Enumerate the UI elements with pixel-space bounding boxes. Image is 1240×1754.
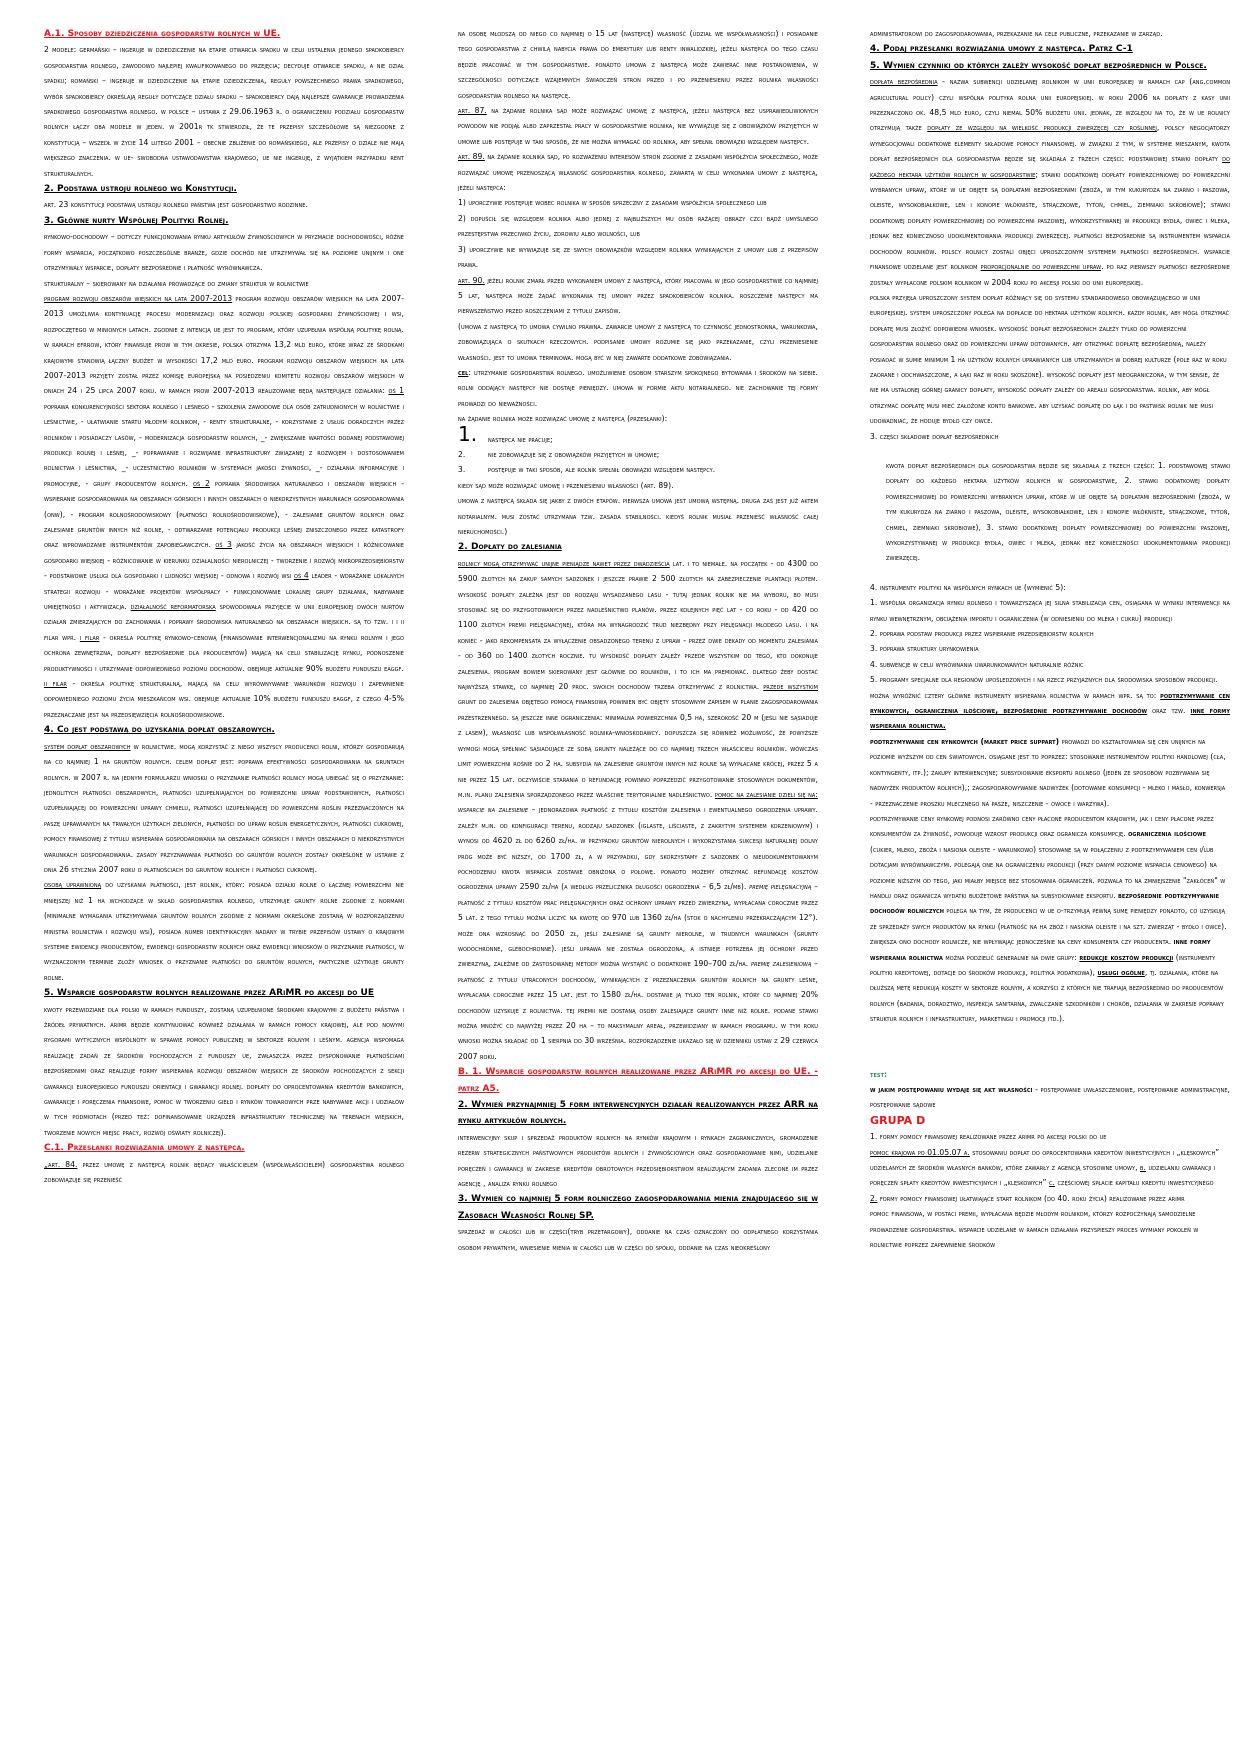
wpr-links: podtrzymywanie cen rynkowych, ograniczenia ilościowe, bezpośrednie podtrzymywanie dochodów bbox=[870, 690, 1231, 716]
wsparcie-label: wsparcie na zalesienie bbox=[458, 805, 529, 815]
art89-item: 1) uporczywie postępuje wobec rolnika w sposób sprzeczny z zasadami współżycia społecznego lub bbox=[458, 198, 767, 208]
ogr-body: (cukier, mleko, zboża i nasiona oleiste - warunkowo) stosowane są w połączeniu z podtrzymywaniem cen i/lub dotacjami wyrównawczymi. polegają one na ograniczeniu produkcji (przy danym poziomie wsparcia cenowego) na poziomie niższym od tego, jaki miałby miejsce bez stosowania ograniczeń. pozwala to na zmniejszenie "zakłóceń" w handlu oraz ogranicza wydatki budżetowe państwa na subsydiowanie eksportu. bbox=[870, 844, 1226, 900]
instr-item: 3. poprawa struktury urynkowienia bbox=[870, 644, 979, 654]
heading-czesci: 3. części składowe dopłat bezpośrednich bbox=[870, 431, 999, 441]
paragraph-gd2: pomoc finansowa, w postaci premii, wypłacana będzie młodym rolnikom, którzy rozpoczynają samodzielne prowadzenie gospodarstwa. wsparcie udzielane w ramach działania przyspieszy proces wymiany pokoleń w rolnictwie poprzez zapewnienie środków bbox=[870, 1209, 1199, 1250]
proporcj-link: proporcjonalnie do powierzchni upraw bbox=[980, 262, 1102, 272]
paragraph-b2: interwencyjny skup i sprzedaż produktów rolnych na rynków krajowym i rynkach zagranicznych, gromadzenie rezerw strategicznych państwowych produktów rolnych i żywnościowych oraz gospodarowanie nimi, udzielanie poręczeń i gwarancji w zakresie kredytów obrotowych przedsiębiorstwom realizującym zadania zlecone im przez agencję , analiza rynku rolnego bbox=[458, 1132, 818, 1189]
inne-body: można podzielić generalnie na dwie grupy: bbox=[945, 952, 1077, 962]
paragraph-s4 bbox=[44, 739, 404, 878]
premie-z-label: premię zalesieniową bbox=[751, 959, 812, 969]
filar1-label: i filar bbox=[79, 632, 100, 642]
pomoc-label: pomoc na zalesianie dzieli się na: bbox=[714, 789, 818, 799]
paragraph-ceny bbox=[870, 734, 1230, 811]
gd1-body3: częściowej spłacie kapitału kredytu inwestycyjnego bbox=[1057, 1178, 1214, 1188]
filar2-body: - określa politykę strukturalną, mającą na celu wyrównywanie warunków rozwoju i zapewnienie odpowiedniego poziomu życia mieszkańcom wsi. obejmuje aktualnie 10% budżetu funduszu eaggf, z czego 4-5% przeznaczane jest na przedsięwzięcia rolnośrodowiskowe. bbox=[44, 679, 404, 719]
wpr-text: można wyróżnić cztery główne instrumenty wspierania rolnictwa w ramach wpr. są to: bbox=[870, 690, 1157, 700]
premie-z-body: – płatność z tytułu utraconych dochodów, wynikających z przeznaczenia gruntów rolnych na grunty leśne, wypłacana corocznie przez 15 lat. jest to 1580 zł/ha. dostanie ją tylko ten rolnik, który co najmniej 20% dochodów uzyskuje z rolnictwa. tej premii nie dostaną osoby zalesiające grunty inne niż rolne. podane stawki można mnożyć co najwyżej przez 20 ha – to maksymalny areał, przewidziany w ramach programu. w tym roku wnioski można składać od 1 sierpnia do 30 września. rozporządzenie ukazało się w dzienniku ustaw z 29 czerwca 2007 roku. bbox=[458, 959, 819, 1061]
paragraph-s3-2: strukturalny – skierowany na działania prowadzące do zmiany struktur w rolnictwie bbox=[44, 278, 309, 288]
paragraph-c3-0: administratorowi do zagospodarowania, przekazanie na cele publiczne, przekazanie w zarząd. bbox=[870, 29, 1163, 38]
d2-body: lat. i to niemałe. na początek - od 4300 do 5900 złotych na zakup samych sadzonek i jeszcze prawie 2 500 złotych na zabezpieczenie plantacji płotem. wysokość dopłaty zależna jest od rodzaju wysadzanego lasu - tutaj jednak rolnik nie ma wyboru, bo musi stosować się do przygotowanych przez nadleśnictwo planów. przez kolejnych pięć lat - co roku - od 420 do 1100 złotych premii pielęgnacyjnej, która ma wynagrodzić trud niezbędny przy pielęgnacji młodego lasu. i na koniec - jako rekompensata za wyłączenie obsadzonego terenu z upraw - przez dwie dekady od momentu zalesiania - od 360 do 1400 złotych rocznie. tu wysokość dopłaty zależy przede wszystkim od tego, kto dokonuje zalesienia. program bowiem skierowany jest głównie do rolników, i to ich ma premiować. dlatego żeby dostać najwyższą stawkę, co najmniej 20 proc. swoich dochodów trzeba otrzymywać z rolnictwa. bbox=[458, 558, 818, 692]
instr-item: 5. programy specjalne dla regionów upośledzonych i na rzecz przyjaznych dla środowiska sposobów produkcji. bbox=[870, 675, 1218, 685]
cel-body: : utrzymanie gospodarstwa rolnego. umożliwienie osobom starszym spokojnego bytowania i środków na siebie. rolni oddający następcy nie dostaje pieniędzy. umowa w formie aktu notarialnego. nie zachowanie tej formy prowadzi do nieważności. bbox=[458, 367, 818, 408]
paragraph-test bbox=[870, 1082, 1230, 1113]
przeslanka-number: 1. bbox=[458, 421, 478, 446]
test-question: w jakim postępowaniu wydaje się akt własności bbox=[870, 1085, 1033, 1094]
heading-c1: C.1. Przesłanki rozwiązania umowy z następcą. bbox=[44, 1143, 245, 1154]
paragraph-d2 bbox=[458, 556, 818, 1064]
os4-label: oś 4 bbox=[293, 571, 309, 581]
os2-label: oś 2 bbox=[192, 478, 211, 488]
s4-link: system dopłat obszarowych bbox=[44, 741, 131, 751]
paragraph-kiedy: kiedy sąd może rozwiązać umowę i przeniesieniu własności (art. 89). bbox=[458, 480, 674, 490]
przeslanka-item bbox=[458, 421, 818, 447]
heading-instr: 4. instrumenty polityki na wspólnych rynkach ue (wymienić 5): bbox=[870, 582, 1066, 592]
wpr-inne: inne formy wspierania rolnictwa. bbox=[870, 706, 1231, 731]
gd1-c: c. bbox=[1048, 1178, 1055, 1188]
paragraph-kwota: kwota dopłat bezpośrednich dla gospodarstwa będzie się składała z trzech części: 1. podstawowej stawki dopłaty do każdego hektara użytków rolnych w gospodarstwie, 2. stawki dodatkowej dopłaty powierzchniowej do powierzchni wybranych upraw, które w ue objęte są dopłatami bezpośrednimi (zboża, w tym kukurydza na ziarno i paszowa, oleiste, wysokobiałkowe, len i konopie włókniste, strączkowe, tytoń, chmiel, ziemniaki skrobiowe), 3. stawki dodatkowej dopłaty powierzchniowej do powierzchni paszowej, wykorzystywanej w produkcji bydła, owiec i mleka, jednak bez konieczności udokumentowania produkcji zwierzęcej. bbox=[886, 460, 1230, 563]
gd1-b: b. bbox=[1140, 1163, 1146, 1173]
column-2 bbox=[458, 26, 818, 1255]
redukcje-body: (instrumenty polityki kredytowej, dotacje do środków produkcji, polityka podatkowa), bbox=[870, 952, 1216, 977]
filar1-body: - określa politykę rynkowo-cenową (finansowanie interwencjonalizmu na rynku rolnym i jego ochrona zewnętrzna, dopłaty bezpośrednie dla producentów) mającą na celu stabilizację rynku, podnoszenie produktywności i utrzymanie odpowiedniego poziomu dochodów. obejmuje aktualnie 90% budżetu funduszu eaggf. bbox=[44, 632, 405, 673]
heading-b2: 2. Wymień przynajmniej 5 form interwencyjnych działań realizowanych przez ARR na rynku artykułów rolnych. bbox=[458, 1100, 818, 1127]
przede-body: grunt do zalesienia objętego pomocą finansową powinien być objęty stosownym zapisem w planie zagospodarowania przestrzennego. są jeszcze inne ograniczenia: minimalna powierzchnia 0,5 ha, szerokość 20 m (jeśli nie sąsiaduje z lasem), własność lub współwłasność rolnika-wnioskodawcy. dopuszcza się również możliwość, że powyższe wymogi mogą spełniać sąsiadujące ze sobą grunty należące do co najmniej trzech właścicieli rolników. wówczas limit powierzchni rośnie do 2 ha. subsydia na zalesienie gruntów innych niż rolne są wypłacane krócej, przez 5 a nie przez 15 lat. oczywiście starania o refundację powinno poprzedzić przygotowanie stosownych dokumentów, m.in. planu zalesienia sporządzonego przez właściwe terytorialnie nadleśnictwo. bbox=[458, 697, 818, 799]
heading-b3: 3. Wymień co najmniej 5 form rolniczego zagospodarowania mienia znajdującego się w Zasobach Własności Rolnej SP. bbox=[458, 1194, 818, 1221]
doplata-body3: ; stawki dodatkowej dopłaty powierzchniowej do powierzchni wybranych upraw, które w ue objęte są dopłatami bezpośrednimi (zboża, w tym kukurydza na ziarno i paszowa, oleiste, wysokobiałkowe, len i konopie włókniste, strączkowe, tytoń, chmiel, ziemniaki skrobiowe); stawki dodatkowej dopłaty powierzchniowej do powierzchni paszowej, wykorzystywanej w produkcji bydła, owiec i mleka, jednak bez koniecznoso udokumentowania produkcji zwierzęcej. płatności bezpośrednie są instrumentem wsparcia dochodów rolników. polscy rolnicy zostali objęci uproszczonym systemem płatności bezpośrednich. wsparcie finansowe udzielane jest rolnikom bbox=[870, 169, 1230, 272]
art84-body: przez umowę z następcą rolnik będący właścicielem (współwłaścicielem) gospodarstwa rolnego zobowiązuje się przenieść bbox=[44, 1159, 404, 1185]
paragraph-art90 bbox=[458, 273, 818, 319]
paragraph-b3: sprzedaż w całości lub w części(tryb przetargowy), oddanie na czas oznaczony do odpłatnego korzystania osobom prywatnym, wniesienie mienia w całości lub w części do spółki, oddanie na czas nieokreślony bbox=[458, 1227, 818, 1252]
premie-p-label: premię pielęgnacyjną bbox=[749, 882, 812, 892]
os3-body: jakość życia na obszarach wiejskich i różnicowanie gospodarki wiejskiej - różnicowanie w kierunku działalności nierolniczej - tworzenie i rozwój mikroprzedsiębiorstw - podstawowe usługi dla gospodarki i ludności wiejskiej - odnowa i rozwój wsi bbox=[44, 540, 404, 581]
gd1-link: pomoc krajowa po 01.05.07 a. bbox=[870, 1147, 970, 1157]
przeslanka-text: nie zobowiązuje się z obowiązków przyjętych w umowie; bbox=[488, 449, 660, 459]
art89-item: 2) dopuścił się względem rolnika albo jednej z najbliższych mu osób rażącej obrazy czci bądź umyślnego przestępstwa przeciwko życiu, zdrowiu albo wolności, lub bbox=[458, 213, 818, 239]
test-label: test: bbox=[870, 1069, 888, 1079]
paragraph-c2-1: na osobę młodszą od niego co najmniej o 15 lat (następcę) własność (udział we współwłasności) i posiadanie tego gospodarstwa z chwilą nabycia prawa do emerytury lub renty inwalidzkiej, jeżeli następca do tego czasu będzie pracować w tym gospodarstwie. ponadto umowa z następcą może zawierać inne postanowienia, w szczególności dotyczące wzajemnych świadczeń stron przed i po przeniesieniu przez rolnika własności gospodarstwa rolnego na następcę. bbox=[458, 29, 818, 100]
instr-item: 4. subwencje w celu wyrównania uwarunkowanych naturalnie różnic bbox=[870, 659, 1084, 669]
heading-s3: 3. Główne nurty Wspólnej Polityki Rolnej. bbox=[44, 215, 229, 226]
wpr-oraz: oraz tzw. bbox=[1152, 706, 1186, 716]
ceny-body: prowadzi do kształtowania się cen unijnych na poziomie wyższym od cen światowych. osiągane jest to poprzez: stosowanie instrumentów polityki handlowej (cła, kontyngenty, itp.); zakupy interwencyjne; subsydiowanie eksportu rolnego (jeden ze sposobów pozbywania się nadwyżek produktów rolnych),; zagospodarowywanie nadwyżek (dotowanie konsumpcji - mleko i masło, konwersja - przeznaczenie proszku mlecznego na pasze, niszczenie - owoce i warzywa). bbox=[870, 736, 1226, 808]
wsparcie-body: – jednorazowa płatność z tytułu kosztów zalesienia i ewentualnego ogrodzenia uprawy. zależy m.in. od konfiguracji terenu, rodzaju sadzonek (iglaste, liściaste, z zakrytym systemem korzeniowym) i wynosi od 4620 zł do 6260 zł/ha. w przypadku gruntów nierolnych i wykorzystania sukcesji naturalnej dolny próg może być niższy, od 1700 zł, a w przypadku, gdy skorzystamy z sadzonek o nieudokumentowanym pochodzeniu kwota wsparcia zostanie obniżona o połowę. ponadto możemy otrzymać refundację kosztów ogrodzenia uprawy 2590 zł/ha (a według przelicznika długości ogrodzenia – 6,5 zł/mb). bbox=[458, 805, 819, 892]
heading-b1: B. 1. Wsparcie gospodarstw rolnych realizowane przez ARiMR po akcesji do UE. - patrz A5. bbox=[458, 1067, 818, 1094]
os4-body: leader - wdrażanie lokalnych strategii rozwoju - wdrażanie projektów współpracy - funkcjonowanie lokalnej grupy działania, nabywanie umiejętności i aktywizacja. bbox=[44, 571, 404, 612]
paragraph-s2: art. 23 konstytucji podstawą ustroju rolnego państwa jest gospodarstwo rodzinne. bbox=[44, 200, 308, 210]
heading-q4: 4. Podaj przesłanki rozwiązania umowy z następcą. Patrz C-1 bbox=[870, 44, 1133, 55]
paragraph-art87 bbox=[458, 103, 818, 149]
paragraph-doplata bbox=[870, 74, 1230, 290]
os1-body: poprawa konkurencyjności sektora rolnego i leśnego - szkolenia zawodowe dla osób zatrudnionych w rolnictwie i leśnictwie, - ułatwianie startu młodym rolnikom, - renty strukturalne, - korzystanie z usług doradczych przez rolników i posiadaczy lasów, - modernizacja gospodarstw rolnych, _- zwiększanie wartości dodanej podstawowej produkcji rolnej i leśnej, _- poprawianie i rozwijanie infrastruktury związanej z rozwojem i dostosowaniem rolnictwa i leśnictwa, _- uczestnictwo rolników w systemach jakości żywności, _- działania informacyjne i promocyjne, - grupy producentów rolnych. bbox=[44, 401, 404, 488]
art89-label: art. 89. bbox=[458, 152, 485, 162]
inne-label: inne formy wspierania rolnictwa bbox=[870, 937, 1211, 962]
osoba-label: osobą uprawnioną bbox=[44, 880, 102, 890]
ceny-label: podtrzymywanie cen rynkowych (market price suppart) bbox=[870, 736, 1060, 746]
paragraph-etapy: umowa z następcą składa się jakby z dwóch etapów. pierwsza umowa jest umową wstępną. druga zaś jest już aktem notarialnym. musi zostać utrzymana tzw. zasada stabilności. kiedyś rolnik musiał przenieść własność całej nieruchomości.) bbox=[458, 496, 818, 536]
paragraph-prow bbox=[44, 291, 404, 722]
przeslanka-text: postępuje w taki sposób, ale rolnik spełnił obowiązki względem następcy. bbox=[488, 465, 716, 475]
heading-s4: 4. Co jest podstawą do uzyskania dopłat obszarowych. bbox=[44, 725, 275, 736]
gd2-num: 2. bbox=[870, 1193, 878, 1203]
ceny-body2: podtrzymywanie ceny rynkowej podnosi zarówno ceny płacone producentom krajowym, jak i ceny płacone przez konsumentów za żywność, powoduje wzrost produkcji oraz ogranicza konsumpcję. bbox=[870, 813, 1214, 839]
art90-label: art. 90. bbox=[458, 275, 485, 285]
paragraph-ceny2 bbox=[870, 811, 1230, 1027]
uslugi-label: usługi ogólne bbox=[1097, 967, 1145, 977]
hektar-link: do każdego hektara użytków rolnych w gospodarstwie bbox=[870, 154, 1230, 179]
reform-body: spowodowała przyjęcie w unii europejskiej dwóch nurtów działań zmierzających do zachowania i poprawy środowiska naturalnego na obszarach wiejskich. są to tzw. i i ii filar wpr. bbox=[44, 602, 404, 642]
column-1 bbox=[44, 26, 404, 1187]
art89-body: na żądanie rolnika sąd, po rozważeniu interesów stron zgodnie z zasadami współżycia społecznego, może rozwiązać umowę przenoszącą własność gospodarstwa rolnego, zawartą w celu wykonania umowy z następcą, jeżeli następca: bbox=[458, 152, 819, 193]
doplata-body2: , polscy negocjatorzy wynegocjowali dodatkowe elementy składowe pomocy finansowej. w związku z tym, w systemie mieszanym, kwota dopłat bezpośrednich dla gospodarstwa będzie się składała z trzech części: podstawowej stawki dopłaty bbox=[870, 123, 1230, 164]
ogr-label: ograniczenia ilościowe bbox=[1128, 829, 1207, 839]
gd2-title: formy pomocy finansowej ułatwiające start rolnikom (do 40. roku życia) realizowane przez arimr bbox=[879, 1193, 1185, 1203]
art90-body: jeżeli rolnik zmarł przed wykonaniem umowy z następcą, który pracował w jego gospodarstwie co najmniej 5 lat, następca może żądać wykonania tej umowy przez spadkobierców rolnika. roszczenie następcy ma pierwszeństwo przed roszczeniami z tytułu zapisów. bbox=[458, 275, 819, 316]
przeslanka-item bbox=[458, 462, 818, 477]
heading-d2: 2. Dopłaty do zalesiania bbox=[458, 542, 562, 553]
paragraph-s5: kwoty przewidziane dla polski w ramach funduszy, zostaną uzupełnione środkami krajowymi z budżetu państwa i źródeł prywatnych. arimr będzie kontynuować również działania w ramach pomocy krajowej, ale pod nowymi rygorami wytycznych wspólnoty w sprawie pomocy publicznej w sektorze rolnym i leśnym. agencja wspomaga realizację zadań ze środków pochodzących z funduszy ue, zwłaszcza przez dysponowanie płatnościami bezpośrednimi oraz realizuje formy wspierania rozwoju obszarów wiejskich ze środków pochodzących z sekcji gwarancji europejskiego funduszu orientacji i gwarancji rolnej. dopłaty do oprocentowania kredytów bankowych, gwarancje i poręczenia finansowe, pomoc w tworzeniu giełd i rynków towarowych prze nabywanie akcji i udziałów w tych podmiotach (przed też: dofinansowanie urządzeń infrastruktury technicznej na terenach wiejskich, tworzenie nowych miejsc pracy, rozwój oświaty rolniczej). bbox=[44, 1004, 404, 1137]
przede-label: przede wszystkim bbox=[763, 682, 818, 692]
heading-gd2 bbox=[870, 1191, 1230, 1206]
paragraph-przeslanki-intro: na żądanie rolnika może rozwiązać umowę z następcą (przesłanki): bbox=[458, 414, 668, 424]
heading-gd1: 1. formy pomocy finansowej realizowane przez arimr po akcesji polski do ue bbox=[870, 1132, 1107, 1142]
art87-label: art. 87. bbox=[458, 106, 487, 116]
os2-body: poprawa środowiska naturalnego i obszarów wiejskich - wspieranie gospodarowania na obszarach górskich i innych obszarach o niekorzystnych warunkach gospodarowania (onw), - program rolnośrodowiskowy (płatności rolnośrodowiskowe), - zalesianie gruntów rolnych oraz zalesianie gruntów innych niż rolne, - odtwarzanie potencjału produkcji leśnej zniszczonego przez katastrofy oraz wprowadzanie instrumentów zapobiegawczych. bbox=[44, 478, 405, 550]
paragraph-art89 bbox=[458, 149, 818, 195]
grupa-d-label: GRUPA D bbox=[870, 1113, 926, 1127]
doplata-label: dopłata bezpośrednia bbox=[870, 77, 938, 87]
paragraph-a1: 2 modele: germański – ingeruje w dziedziczenie na etapie otwarcia spadku w celu ustalenia jednego spadkobiercy gospodarstwa rolnego, zawodowo najlepiej kwalifikowanego do przejęcia; decyduje otwarcie spadku, a nie dział spadku; romański – ingeruje w dziedziczenie na etapie dziedziczenia, reguły powszechnego prawa spadkowego, wybór spadkobiercy określają reguły dotyczące działu spadku – spadkobiercy dają najlepsze gwarancje prowadzenia spadkowego gospodarstwa rolnego. w polsce – ustawa z 29.06.1963 r. o ograniczeniu podziału gospodarstw rolnych łączy oba modele w jeden. w 2001r tk stwierdził, że te przepisy szczegółowe są niezgodne z konstytucją – wszedł w życie 14 lutego 2001 – obecnie zbliżenie do romańskiego, ale przepisy o dziale nie mają większego znaczenia. w ue- swobodna ustawodawstwa krajowego, ue nie ingeruję, z wyjątkiem przypadku rent strukturalnych. bbox=[44, 45, 404, 178]
bezp-body: polega na tym, że producenci w ue o-trzymują pewną sumę pieniędzy ponadto, co uzyskują ze sprzedaży swych produktów na rynku (płatność na ha zbóż i nasiona oleiste i na szt. zwierząt - bydło i owce). zwiększa ono dochody rolnicze, nie wpływając jednocześnie na ceny konsumenta czy producenta. bbox=[870, 906, 1227, 947]
os1-label: oś 1 bbox=[388, 386, 404, 396]
uslugi-body: , tj. działania, które na dłuższą metę redukują koszty w sektorze rolnym, a korzyści z których nie trafiają bezpośrednio do producentów rolnych (badania, doradztwo, inspekcja sanitarna, zwalczanie szkodników i chorób, działania w zakresie poprawy struktur rolnych i infrastruktury, marketingu i promocji itd.). bbox=[870, 967, 1224, 1024]
cel-label: cel bbox=[458, 367, 469, 377]
heading-a1: A.1. Sposoby dziedziczenia gospodarstw rolnych w UE. bbox=[44, 29, 281, 39]
gd1-body2: udzielaniu gwarancji i poręczeń spłaty kredytów inwestycyjnych i „klęskowych” bbox=[870, 1163, 1216, 1188]
instr-item: 1. wspólna organizacja rynku rolnego i towarzysząca jej silna stabilizacja cen, osiągana w wyniku interwencji na rynku wewnętrznym, obciążenia importu i ograniczenia (w odniesieniu do mleka i cukru) produkcji bbox=[870, 598, 1230, 623]
d2-lead: rolnicy mogą otrzymywać unijne pieniądze nawet przez dwadzieścia bbox=[458, 558, 670, 568]
heading-s2: 2. Podstawa ustroju rolnego wg Konstytucji. bbox=[44, 184, 237, 195]
przeslanka-number: 3. bbox=[458, 465, 466, 475]
paragraph-s3-1: rynkowo-dochodowy – dotyczy funkcjonowania rynku artykułów żywnościowych w pryzmacie dochodowości, różne formy wsparcia, początkowo poszczególne branże, gdzie dochód nie utrzymywał się na poziomie unijnym i one otrzymywały wsparcie, dopłaty bezpośrednie i płatność wyrównawcza. bbox=[44, 232, 404, 273]
instr-item: 2. poprawa podstaw produkcji przez wspieranie przedsiębiorstw rolnych bbox=[870, 629, 1094, 639]
gd1-body: stosowaniu dopłat do oprocentowania kredytów inwestycyjnych i „klęskowych” udzielanych ze środków własnych banków, które zawarły z agencją stosowne umowy, bbox=[870, 1147, 1220, 1173]
przeslanka-text: następca nie pracuje; bbox=[488, 434, 553, 444]
paragraph-gd1 bbox=[870, 1145, 1230, 1191]
filar2-label: ii filar bbox=[44, 679, 67, 689]
reform-label: działalność reformatorska bbox=[130, 602, 216, 612]
paragraph-polska: polska przyjęła uproszczony system dopłat różniący się od systemu standardowego obowiązującego w unii europejskiej. system uproszczony polega na dopłacie do hektara użytków rolnych. każdy rolnik, aby mógł otrzymać dopłatę musi złożyć odpowiedni wniosek. wysokość dopłat bezpośrednich zależy tylko od powierzchni gospodarstwa rolnego oraz od powierzchni upraw dotowanych. aby otrzymać dopłatę bezpośrednią, należy posiadać w sumie minimum 1 ha użytków rolnych uprawianych lub utrzymanych w dobrej kulturze (pole raz w roku zaorane i odchwaszczone, a łąki raz w roku skoszone). wysokość dopłaty jest nieograniczona, w tym sensie, że nie ma ustalonej górnej granicy dopłaty, wysokość dopłaty zależy od areału gospodarstwa. rolnik, aby mógł otrzymać dopłatę musi mieć założone konto bankowe. aby uzyskać dopłatę do łąk i do pastwisk rolnik nie musi udowadniać, że hoduje bydło czy owce. bbox=[870, 292, 1230, 426]
przeslanka-number: 2. bbox=[458, 449, 466, 459]
paragraph-wpr bbox=[870, 688, 1230, 734]
doplata-body: - nazwa subwencji udzielanej rolnikom w unii europejskiej w ramach cap (ang.common agricultural policy) czyli wspólna polityka rolna unii europejskiej. w roku 2006 na dopłaty z kasy unii przeznaczono ok. 48,5 mld euro, czyli niemal 50% budżetu unii. jednak, ze względu na to, że w ue rolnicy otrzymują także bbox=[870, 77, 1230, 133]
redukcje-label: redukcje kosztów produkcji bbox=[1079, 952, 1174, 962]
prow-link: program rozwoju obszarów wiejskich na lata 2007-2013 bbox=[44, 293, 233, 303]
paragraph-cel bbox=[458, 365, 818, 411]
os3-label: oś 3 bbox=[215, 540, 232, 550]
doplata-body4: . po raz pierwszy płatności bezpośrednie zostały wypłacone polskim rolnikom w 2004 roku po akcesji polski do unii europejskiej. bbox=[870, 262, 1230, 287]
test-answer: - postępowanie uwłaszczeniowe, postępowanie administracyjne, postępowanie sądowe bbox=[870, 1085, 1230, 1110]
doplaty-link: dopłaty ze względu na wielkość produkcji zwierzęcej czy roślinnej bbox=[927, 123, 1157, 133]
paragraph-art84 bbox=[44, 1157, 404, 1188]
art87-body: na żądanie rolnika sąd może rozwiązać umowę z następcą, jeżeli następca bez usprawiedliwionych powodów nie podjął albo zaprzestał pracy w gospodarstwie rolnika, nie wywiązuje się z obowiązków przyjętych w umowie lub postępuje w taki sposób, że nie można wymagać od rolnika, aby spełnił obowiązki względem następcy. bbox=[458, 106, 819, 146]
paragraph-umowa: (umowa z następcą to umowa cywilno prawna. zawarcie umowy z następcą to czynność jednostronna, warunkowa, zobowiązująca o skutkach rzeczowych. podpisanie umowy rozumie się jako przekazanie, czyli przeniesienie własności. jest to umowa terminowa. mogą być w niej zawarte dodatkowe zobowiązania. bbox=[458, 321, 818, 362]
art84-label: „art. 84. bbox=[44, 1159, 78, 1169]
column-3 bbox=[870, 26, 1230, 1252]
paragraph-osoba bbox=[44, 877, 404, 985]
prow-body: program rozwoju obszarów wiejskich na lata 2007-2013 umożliwia kontynuację procesu modernizacji oraz rozwoju polskiej gospodarki żywnościowej i wsi, rozpoczętego w minionych latach. zgodnie z intencją ue jest to program, który uzupełnia wspólną politykę rolną. w ramach efrrow, który finansuje prow w tym okresie, polska otrzyma 13,2 mld euro, które wraz ze środkami krajowymi stanowią łączny budżet w wysokości 17,2 mld euro. program rozwoju obszarów wiejskich na lata 2007-2013 przyjęty został przez komisję europejską na posiedzeniu komitetu rozwoju obszarów wiejskich w dniach 24 i 25 lipca 2007 roku. w ramach prow 2007-2013 realizowane będą następujące działania: bbox=[44, 293, 404, 396]
heading-s5: 5. Wsparcie gospodarstw rolnych realizowane przez ARiMR po akcesji do UE bbox=[44, 988, 375, 999]
bezp-label: bezpośrednie podtrzymywanie dochodów rolniczych bbox=[870, 890, 1220, 916]
art89-item: 3) uporczywie nie wywiązuje się ze swych obowiązków względem rolnika wynikających z umowy lub z przepisów prawa. bbox=[458, 244, 818, 270]
premie-p-body: – płatność z tytułu kosztów prac pielęgnacyjnych oraz ochrony uprawy przed zwierzyną, wypłacana corocznie przez 5 lat. z tego tytułu można liczyć na kwotę od 970 lub 1360 zł/ha (stok o nachyleniu przekraczającym 12°). może ona wzrosnąć do 2050 zł, jeśli zalesiane są grunty nierolne, w trudnych warunkach (grunty wodochronne, glebochronne). jeśli uprawa nie została ogrodzona, a istnieje potrzeba jej ochrony przed zwierzyną, zależnie od zastosowanej metody można wystąpić o dodatkowe 190–700 zł/ha. bbox=[458, 882, 818, 969]
heading-q5: 5. Wymień czynniki od których zależy wysokość dopłat bezpośrednich w Polsce. bbox=[870, 60, 1207, 71]
s4-body: w rolnictwie. mogą korzystać z niego wszyscy producenci rolni, którzy gospodarują na co najmniej 1 ha gruntów rolnych. celem dopłat jest: poprawa efektywności gospodarowania na gruntach rolnych. w 2007 r. na jednym formularzu wniosku o przyznanie płatności rolnicy mogą ubiegać się o przyznanie: jednolitych płatności obszarowych, płatności uzupełniających do powierzchni upraw podstawowych, płatności uzupełniającej do powierzchni uprawy chmielu, płatności uzupełniającej do powierzchni roślin przeznaczonych na paszę uprawianych na trwałych użytkach zielonych, płatności do upraw roślin energetycznych, płatności cukrowej, pomocy finansowej z tytułu wspierania gospodarowania na obszarach górskich i innych obszarach o niekorzystnych warunkach gospodarowania. zasady przyznawania płatności do gruntów rolnych zostały określone w ustawie z dnia 26 stycznia 2007 roku o płatnościach do gruntów rolnych i płatności cukrowej. bbox=[44, 741, 404, 874]
osoba-body: do uzyskania płatności, jest rolnik, który: posiada działki rolne o łącznej powierzchni nie mniejszej niż 1 ha wchodzące w skład gospodarstwa rolnego, utrzymuje grunty rolne zgodnie z normami (minimalne wymagania utrzymywania gruntów rolnych zgodnie z normami określone zostaną w rozporządzeniu ministra rolnictwa i rozwoju wsi), posiada numer identyfikacyjny nadany w trybie przepisów ustawy o krajowym systemie ewidencji producentów, ewidencji gospodarstw rolnych oraz ewidencji wniosków o przyznanie płatności, w wyznaczonym terminie złoży wniosek o przyznanie płatności do gruntów rolnych, faktycznie użytkuje grunty rolne. bbox=[44, 880, 404, 982]
przeslanka-item bbox=[458, 447, 818, 462]
